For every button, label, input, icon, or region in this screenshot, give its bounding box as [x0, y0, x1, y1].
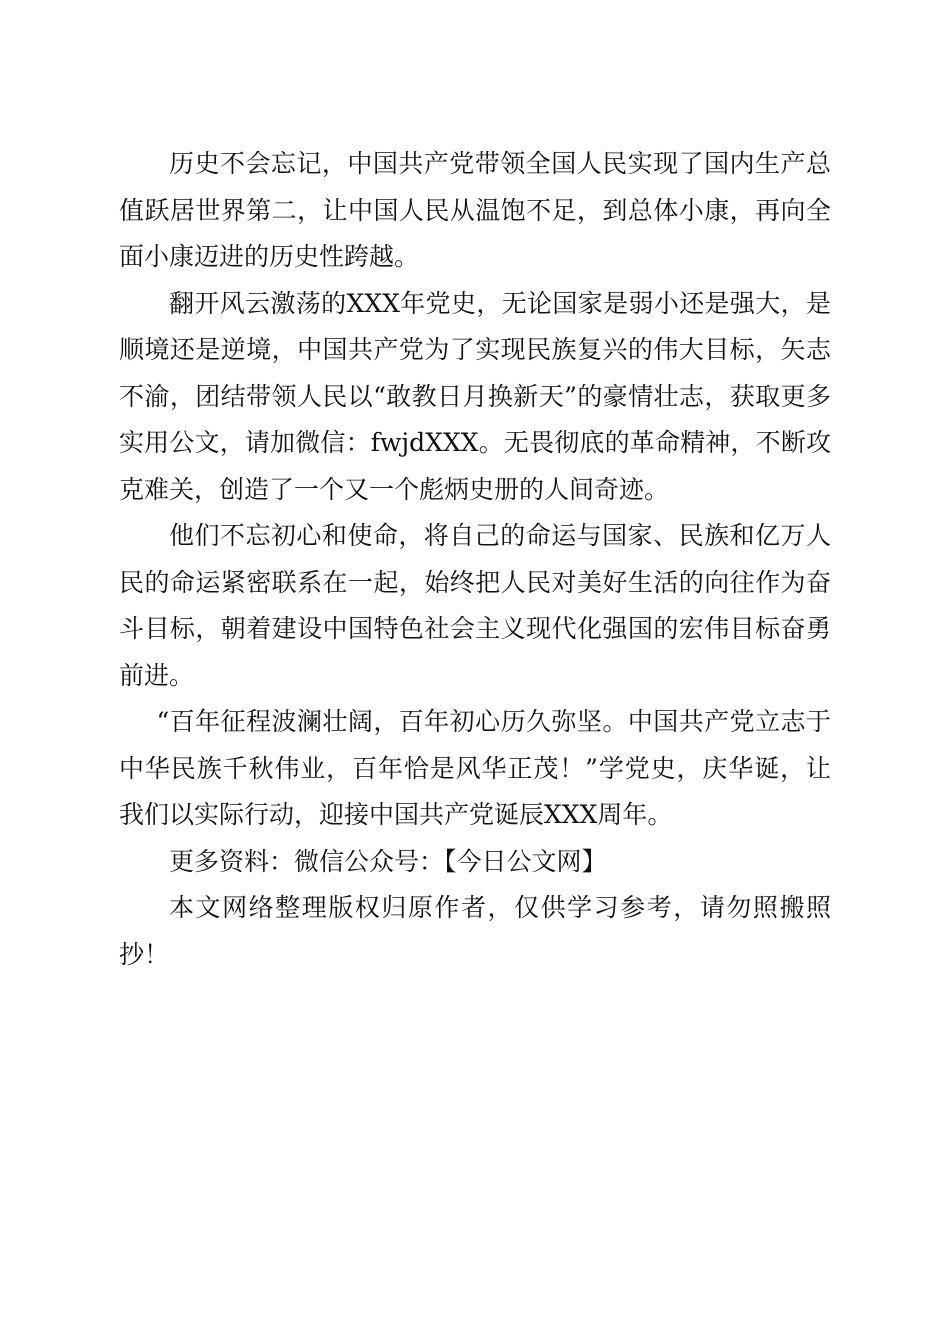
paragraph-copyright-notice: 本文网络整理版权归原作者，仅供学习参考，请勿照搬照抄！: [119, 893, 831, 969]
paragraph-party-history: 翻开风云激荡的XXX年党史，无论国家是弱小还是强大，是顺境还是逆境，中国共产党为了实现民族复兴的伟大目标，矢志不渝，团结带领人民以“敢教日月换新天”的豪情壮志，获取更多实用公文，请加微信：fwjdXXX。无畏彻底的革命精神，不断攻克难关，创造了一个又一个彪炳史册的人间奇迹。: [119, 288, 831, 504]
document-body: [119, 141, 831, 978]
paragraph-centenary-quote: “百年征程波澜壮阔，百年初心历久弥坚。中国共产党立志于中华民族千秋伟业，百年恰是风华正茂！”学党史，庆华诞，让我们以实际行动，迎接中国共产党诞辰XXX周年。: [119, 707, 831, 829]
paragraph-more-resources: 更多资料：微信公众号：【今日公文网】: [169, 846, 607, 876]
paragraph-original-mission: 他们不忘初心和使命，将自己的命运与国家、民族和亿万人民的命运紧密联系在一起，始终把人民对美好生活的向往作为奋斗目标，朝着建设中国特色社会主义现代化强国的宏伟目标奋勇前进。: [119, 521, 831, 690]
paragraph-history: 历史不会忘记，中国共产党带领全国人民实现了国内生产总值跃居世界第二，让中国人民从温饱不足，到总体小康，再向全面小康迈进的历史性跨越。: [119, 149, 831, 271]
